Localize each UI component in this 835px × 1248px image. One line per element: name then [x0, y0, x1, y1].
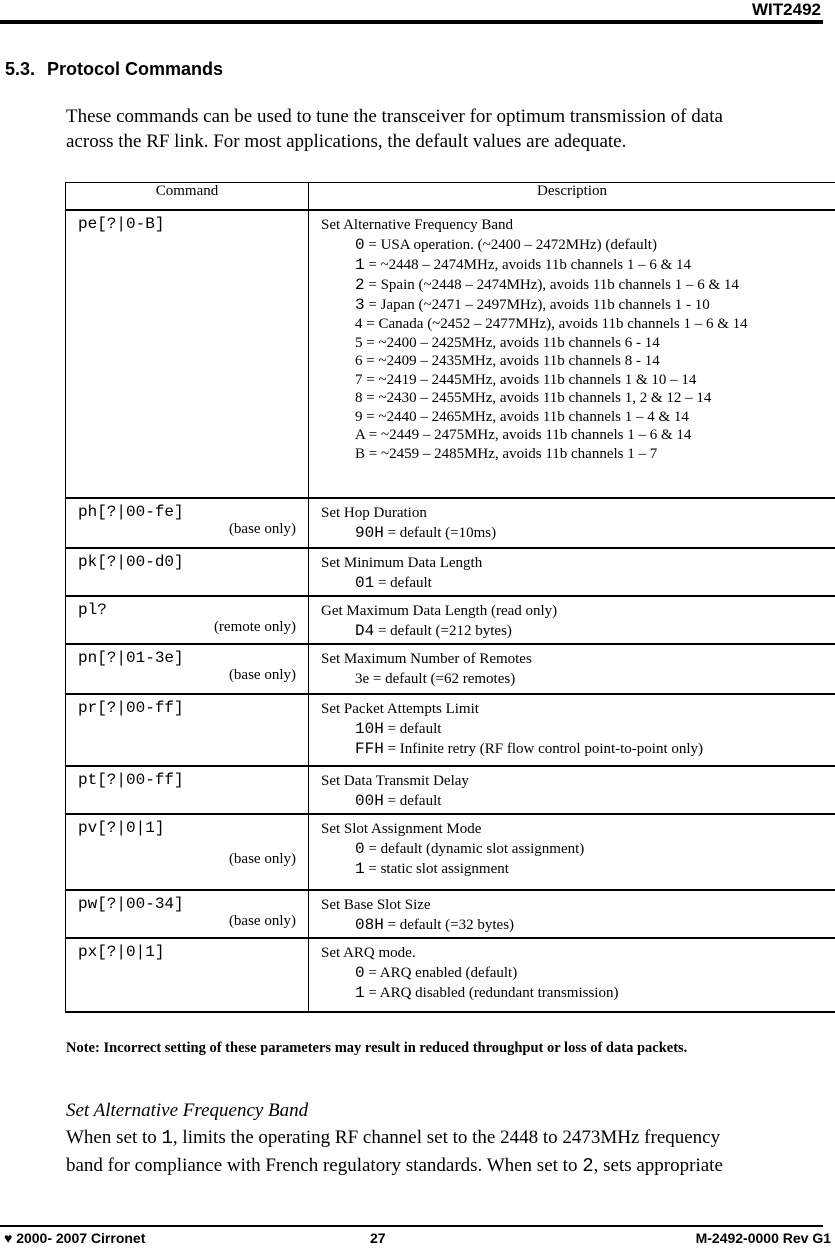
- description-title: Set Alternative Frequency Band: [321, 217, 514, 233]
- option-line: [321, 315, 835, 334]
- footer-doc-number: M-2492-0000 Rev G1: [695, 1230, 831, 1246]
- option-line: [321, 235, 835, 255]
- command-name: pr[?|00-ff]: [78, 699, 184, 717]
- command-name: pt[?|00-ff]: [78, 771, 184, 789]
- option-code: 00H: [355, 792, 384, 810]
- description-title: Set Packet Attempts Limit: [321, 701, 479, 717]
- option-line: [321, 573, 835, 593]
- description-cell: [309, 210, 835, 498]
- option-text: 9 = ~2440 – 2465MHz, avoids 11b channels 1 – 4 & 14: [355, 408, 689, 425]
- command-name: pl?: [78, 601, 107, 619]
- table-row: [66, 814, 835, 890]
- option-line: [321, 426, 835, 445]
- description-block: [309, 645, 835, 689]
- command-name: pn[?|01-3e]: [78, 649, 184, 667]
- table-header-row: [66, 183, 835, 211]
- description-cell: [309, 498, 835, 548]
- option-line: [321, 523, 835, 543]
- command-cell: [66, 498, 309, 548]
- description-title: Set ARQ mode.: [321, 945, 416, 961]
- body-text-segment: When set to: [66, 1127, 162, 1148]
- option-line: [321, 839, 835, 859]
- option-line: [321, 255, 835, 275]
- description-block: [309, 695, 835, 759]
- option-text: = static slot assignment: [364, 861, 509, 877]
- table-row: [66, 694, 835, 766]
- command-cell: [66, 210, 309, 498]
- section-number: 5.3.: [5, 59, 36, 79]
- command-cell: [66, 814, 309, 890]
- option-text: = Infinite retry (RF flow control point-to-point only): [383, 741, 704, 757]
- option-line: [321, 445, 835, 464]
- description-title: Set Base Slot Size: [321, 897, 431, 913]
- option-text: = USA operation. (~2400 – 2472MHz) (default): [364, 237, 657, 253]
- table-row: [66, 644, 835, 694]
- intro-paragraph: [66, 104, 806, 154]
- option-code: 90H: [355, 524, 384, 542]
- body-text-segment: , limits the operating RF channel set to the 2448 to 2473MHz frequency: [172, 1127, 721, 1148]
- option-text: B = ~2459 – 2485MHz, avoids 11b channels 1 – 7: [355, 445, 658, 462]
- option-code: 1: [355, 256, 365, 274]
- option-text: 5 = ~2400 – 2425MHz, avoids 11b channels 6 - 14: [355, 334, 660, 351]
- option-text: = default (=32 bytes): [383, 917, 515, 933]
- document-header-title: WIT2492: [752, 0, 821, 19]
- option-line: [321, 295, 835, 315]
- option-line: [321, 915, 835, 935]
- description-block: [309, 549, 835, 593]
- command-qualifier: (remote only): [213, 619, 296, 635]
- body-line: [66, 1124, 826, 1152]
- protocol-commands-table: [65, 182, 835, 1013]
- option-text: = ARQ disabled (redundant transmission): [364, 985, 619, 1001]
- subsection-body: [66, 1124, 826, 1180]
- option-text: = default (=10ms): [383, 525, 497, 541]
- description-cell: [309, 548, 835, 596]
- option-text: 4 = Canada (~2452 – 2477MHz), avoids 11b channels 1 – 6 & 14: [355, 316, 748, 332]
- option-text: = Spain (~2448 – 2474MHz), avoids 11b channels 1 – 6 & 14: [364, 277, 739, 293]
- option-text: 6 = ~2409 – 2435MHz, avoids 11b channels 8 - 14: [355, 353, 660, 369]
- option-line: [321, 791, 835, 811]
- description-title: Set Slot Assignment Mode: [321, 821, 482, 837]
- description-block: [309, 597, 835, 641]
- description-block: [309, 499, 835, 543]
- description-cell: [309, 596, 835, 644]
- option-code: 3: [355, 296, 365, 314]
- table-row: [66, 548, 835, 596]
- option-code: 0: [355, 236, 365, 254]
- body-code: 1: [161, 1127, 173, 1149]
- column-header-description: Description: [309, 183, 835, 211]
- table-row: [66, 210, 835, 498]
- command-name: pv[?|0|1]: [78, 819, 165, 837]
- option-line: [321, 983, 835, 1003]
- body-text-segment: band for compliance with French regulatory standards. When set to: [66, 1155, 583, 1176]
- body-line: [66, 1152, 826, 1180]
- description-block: [309, 891, 835, 935]
- option-text: = default: [374, 575, 432, 591]
- option-line: [321, 352, 835, 371]
- description-cell: [309, 694, 835, 766]
- command-qualifier: (base only): [228, 851, 296, 867]
- footer-copyright: ♥ 2000- 2007 Cirronet: [4, 1230, 146, 1246]
- option-text: = ~2448 – 2474MHz, avoids 11b channels 1 – 6 & 14: [364, 257, 692, 273]
- option-code: 01: [355, 574, 375, 592]
- table-row: [66, 596, 835, 644]
- command-cell: [66, 694, 309, 766]
- intro-line: across the RF link. For most applications, the default values are adequate.: [66, 131, 627, 152]
- option-line: [321, 389, 835, 408]
- option-code: 1: [355, 984, 365, 1002]
- header-rule: [0, 20, 823, 24]
- option-code: D4: [355, 622, 375, 640]
- description-cell: [309, 814, 835, 890]
- option-text: A = ~2449 – 2475MHz, avoids 11b channels 1 – 6 & 14: [355, 427, 692, 443]
- command-cell: [66, 938, 309, 1012]
- option-line: [321, 669, 835, 689]
- option-line: [321, 371, 835, 390]
- option-text: = default: [383, 793, 442, 809]
- command-qualifier: (base only): [228, 521, 296, 537]
- option-text: = default (dynamic slot assignment): [364, 841, 585, 857]
- description-title: Set Data Transmit Delay: [321, 773, 469, 789]
- option-text: 3e = default (=62 remotes): [355, 671, 516, 687]
- description-block: [309, 211, 835, 463]
- description-title: Set Minimum Data Length: [321, 555, 483, 571]
- option-line: [321, 963, 835, 983]
- column-header-command: Command: [66, 183, 309, 211]
- note-text: Note: Incorrect setting of these parameters may result in reduced throughput or loss of data packets.: [66, 1040, 688, 1056]
- option-code: 0: [355, 964, 365, 982]
- table-row: [66, 890, 835, 938]
- description-title: Set Hop Duration: [321, 505, 427, 521]
- option-text: = default (=212 bytes): [374, 623, 512, 639]
- section-heading: [5, 59, 223, 80]
- command-cell: [66, 644, 309, 694]
- table-row: [66, 498, 835, 548]
- intro-line: These commands can be used to tune the transceiver for optimum transmission of data: [66, 106, 723, 127]
- option-line: [321, 859, 835, 879]
- command-cell: [66, 548, 309, 596]
- description-cell: [309, 644, 835, 694]
- command-qualifier: (base only): [228, 667, 296, 683]
- option-text: = default: [383, 721, 442, 737]
- table-body: [66, 210, 835, 1012]
- footer-rule: [0, 1225, 823, 1227]
- option-text: = ARQ enabled (default): [364, 965, 518, 981]
- command-name: pe[?|0-B]: [78, 215, 165, 233]
- description-block: [309, 767, 835, 811]
- option-line: [321, 275, 835, 295]
- command-name: pk[?|00-d0]: [78, 553, 184, 571]
- option-code: 0: [355, 840, 365, 858]
- command-name: pw[?|00-34]: [78, 895, 184, 913]
- option-code: 08H: [355, 916, 384, 934]
- option-line: [321, 739, 835, 759]
- command-name: px[?|0|1]: [78, 943, 165, 961]
- table-row: [66, 766, 835, 814]
- description-title: Set Maximum Number of Remotes: [321, 651, 532, 667]
- option-code: 2: [355, 276, 365, 294]
- option-code: 10H: [355, 720, 384, 738]
- command-name: ph[?|00-fe]: [78, 503, 184, 521]
- option-text: 7 = ~2419 – 2445MHz, avoids 11b channels 1 & 10 – 14: [355, 371, 697, 388]
- table-row: [66, 938, 835, 1012]
- option-line: [321, 334, 835, 353]
- option-line: [321, 621, 835, 641]
- subsection-title: Set Alternative Frequency Band: [66, 1100, 309, 1121]
- description-cell: [309, 890, 835, 938]
- option-text: 8 = ~2430 – 2455MHz, avoids 11b channels 1, 2 & 12 – 14: [355, 390, 712, 406]
- option-line: [321, 719, 835, 739]
- option-code: FFH: [355, 740, 384, 758]
- description-title: Get Maximum Data Length (read only): [321, 603, 558, 619]
- description-cell: [309, 938, 835, 1012]
- command-cell: [66, 596, 309, 644]
- command-cell: [66, 766, 309, 814]
- command-qualifier: (base only): [228, 913, 296, 929]
- option-code: 1: [355, 860, 365, 878]
- command-cell: [66, 890, 309, 938]
- section-title: Protocol Commands: [47, 59, 224, 79]
- option-line: [321, 408, 835, 427]
- description-block: [309, 815, 835, 879]
- footer-page-number: 27: [370, 1230, 386, 1246]
- description-cell: [309, 766, 835, 814]
- description-block: [309, 939, 835, 1003]
- body-code: 2: [582, 1155, 594, 1177]
- option-text: = Japan (~2471 – 2497MHz), avoids 11b channels 1 - 10: [364, 297, 710, 313]
- body-text-segment: , sets appropriate: [593, 1155, 723, 1176]
- page-footer: [0, 1230, 835, 1248]
